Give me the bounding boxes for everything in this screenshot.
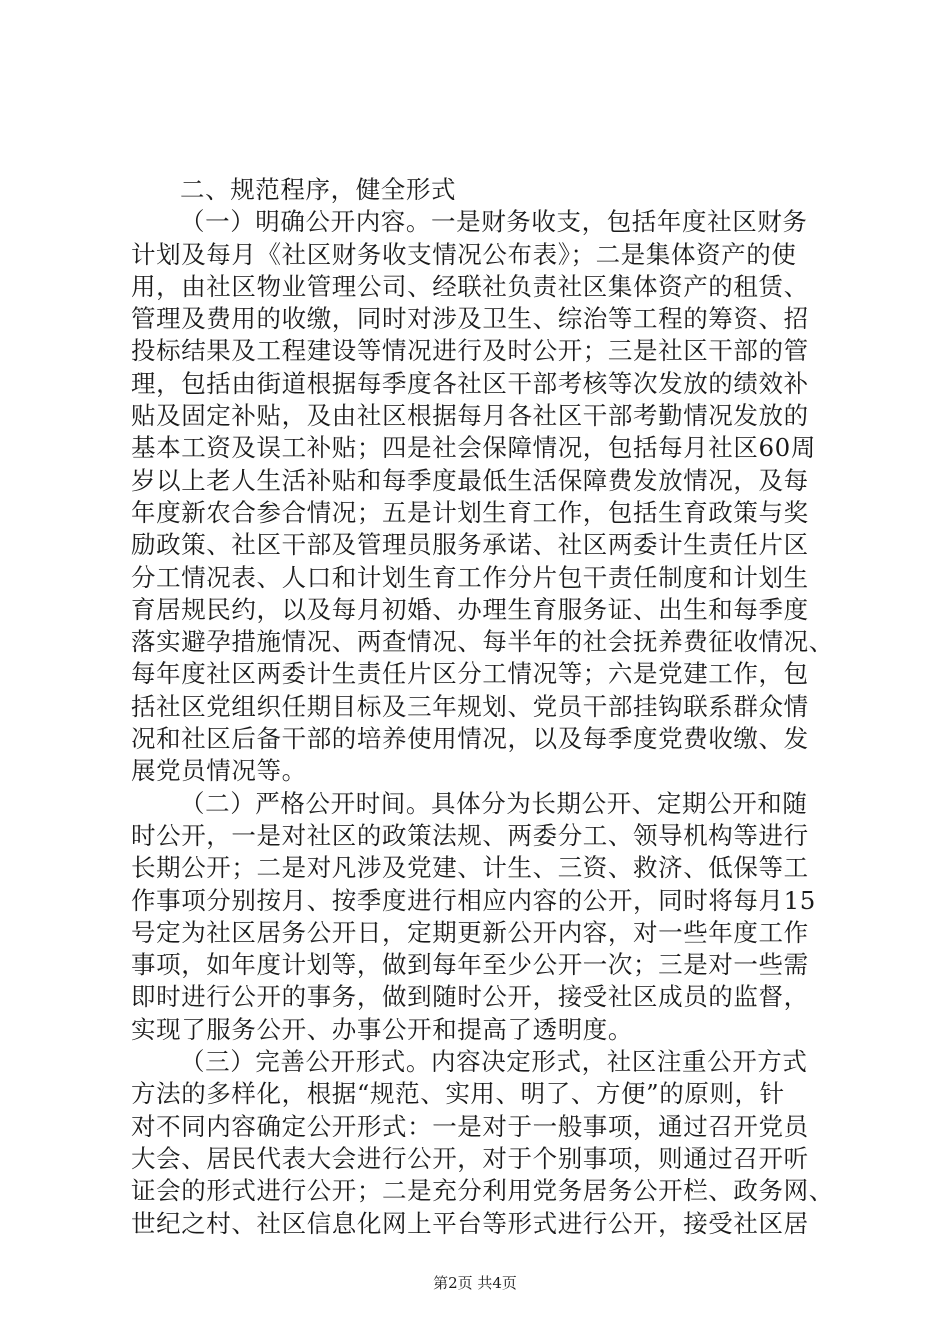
- paragraph-line: 理，包括由街道根据每季度各社区干部考核等次发放的绩效补: [131, 368, 809, 398]
- paragraph-line: 证会的形式进行公开；二是充分利用党务居务公开栏、政务网、: [131, 1176, 834, 1206]
- paragraph-line: 世纪之村、社区信息化网上平台等形式进行公开，接受社区居: [131, 1208, 809, 1238]
- document-body: [131, 174, 834, 1240]
- paragraph-line: 用，由社区物业管理公司、经联社负责社区集体资产的租赁、: [131, 271, 809, 301]
- paragraph-line: （二）严格公开时间。具体分为长期公开、定期公开和随: [180, 788, 808, 818]
- paragraph-line: 励政策、社区干部及管理员服务承诺、社区两委计生责任片区: [131, 530, 809, 560]
- paragraph-line: 贴及固定补贴，及由社区根据每月各社区干部考勤情况发放的: [131, 401, 809, 431]
- paragraph-line: （三）完善公开形式。内容决定形式，社区注重公开方式: [180, 1047, 808, 1077]
- paragraph-line: 实现了服务公开、办事公开和提高了透明度。: [131, 1014, 633, 1044]
- paragraph-line: 岁以上老人生活补贴和每季度最低生活保障费发放情况，及每: [131, 465, 809, 495]
- paragraph-line: 展党员情况等。: [131, 756, 307, 786]
- paragraph-line: 基本工资及误工补贴；四是社会保障情况，包括每月社区60周: [131, 433, 816, 463]
- paragraph-line: 投标结果及工程建设等情况进行及时公开；三是社区干部的管: [131, 336, 809, 366]
- paragraph-line: 即时进行公开的事务，做到随时公开，接受社区成员的监督，: [131, 982, 809, 1012]
- paragraph-line: 长期公开；二是对凡涉及党建、计生、三资、救济、低保等工: [131, 853, 809, 883]
- paragraph-line: 大会、居民代表大会进行公开，对于个别事项，则通过召开听: [131, 1143, 809, 1173]
- paragraph-line: 时公开，一是对社区的政策法规、两委分工、领导机构等进行: [131, 820, 809, 850]
- paragraph-line: 号定为社区居务公开日，定期更新公开内容，对一些年度工作: [131, 917, 809, 947]
- paragraph-line: 作事项分别按月、按季度进行相应内容的公开，同时将每月15: [131, 885, 816, 915]
- paragraph-line: 计划及每月《社区财务收支情况公布表》；二是集体资产的使: [131, 239, 797, 269]
- paragraph-line: 落实避孕措施情况、两查情况、每半年的社会抚养费征收情况、: [131, 627, 834, 657]
- paragraph-line: 年度新农合参合情况；五是计划生育工作，包括生育政策与奖: [131, 497, 809, 527]
- paragraph-line: 管理及费用的收缴，同时对涉及卫生、综治等工程的筹资、招: [131, 304, 809, 334]
- paragraph-line: 况和社区后备干部的培养使用情况，以及每季度党费收缴、发: [131, 724, 809, 754]
- page-number-footer: 第2页 共4页: [433, 1274, 517, 1292]
- section-heading: 二、规范程序，健全形式: [180, 175, 457, 204]
- paragraph-line: 对不同内容确定公开形式：一是对于一般事项，通过召开党员: [131, 1111, 809, 1141]
- paragraph-line: 括社区党组织任期目标及三年规划、党员干部挂钩联系群众情: [131, 691, 809, 721]
- paragraph-line: 事项，如年度计划等，做到每年至少公开一次；三是对一些需: [131, 950, 809, 980]
- paragraph-line: 育居规民约，以及每月初婚、办理生育服务证、出生和每季度: [131, 594, 809, 624]
- paragraph-line: 分工情况表、人口和计划生育工作分片包干责任制度和计划生: [131, 562, 809, 592]
- paragraph-line: 方法的多样化，根据“规范、实用、明了、方便”的原则，针: [131, 1079, 785, 1109]
- paragraph-line: （一）明确公开内容。一是财务收支，包括年度社区财务: [180, 207, 808, 237]
- paragraph-line: 每年度社区两委计生责任片区分工情况等；六是党建工作，包: [131, 659, 809, 689]
